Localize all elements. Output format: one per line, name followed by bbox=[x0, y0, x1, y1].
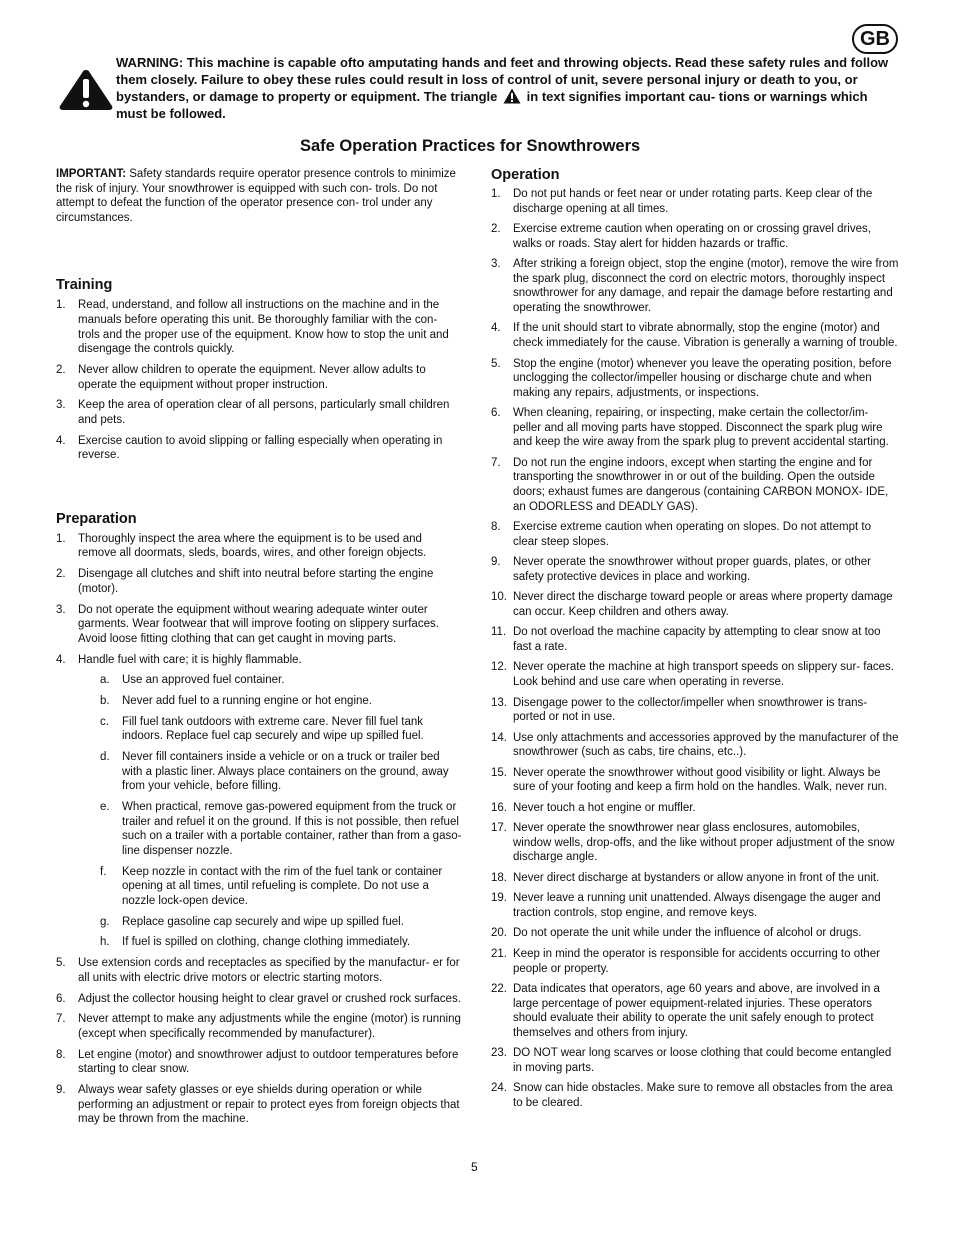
list-item bbox=[491, 625, 899, 654]
item-text: After striking a foreign object, stop the engine (motor), remove the wire from the spark plug, disconnect the cord on electric motors, thoroughly inspect snowthrower for any damage, and repair the damage before restarting and operating the snowthrower. bbox=[513, 258, 899, 314]
item-number: 2. bbox=[56, 363, 66, 376]
item-number: 22. bbox=[491, 983, 507, 996]
item-number: 13. bbox=[491, 696, 507, 709]
item-number: 4. bbox=[56, 434, 66, 447]
item-text: Do not operate the equipment without wearing adequate winter outer garments. Wear footwear that will improve footing on slippery surfaces. Avoid loose fitting clothing that can get caught in moving parts. bbox=[78, 603, 439, 645]
item-text: Never operate the snowthrower near glass enclosures, automobiles, window wells, drop‑offs, and the like without proper adjustment of the snow discharge angle. bbox=[513, 822, 895, 864]
list-item bbox=[491, 926, 899, 941]
item-number: 1. bbox=[56, 532, 66, 545]
sub-item-letter: d. bbox=[100, 751, 110, 764]
item-text: Handle fuel with care; it is highly flammable. bbox=[78, 653, 302, 666]
sub-item-letter: h. bbox=[100, 936, 110, 949]
item-text: DO NOT wear long scarves or loose clothing that could become entangled in moving parts. bbox=[513, 1047, 892, 1074]
list-item bbox=[491, 406, 899, 450]
list-item bbox=[491, 660, 899, 689]
item-number: 10. bbox=[491, 591, 507, 604]
list-item bbox=[491, 801, 899, 816]
item-text: Never direct discharge at bystanders or allow anyone in front of the unit. bbox=[513, 871, 880, 884]
list-item bbox=[491, 357, 899, 401]
item-text: Do not operate the unit while under the influence of alcohol or drugs. bbox=[513, 927, 862, 940]
item-text: Never operate the snowthrower without good visibility or light. Always be sure of your footing and keep a firm hold on the handles. Walk, never run. bbox=[513, 766, 888, 794]
sub-item-letter: c. bbox=[100, 715, 109, 728]
sub-list-item bbox=[78, 865, 462, 909]
item-number: 4. bbox=[491, 322, 501, 335]
item-text: If the unit should start to vibrate abnormally, stop the engine (motor) and check immediately for the cause. Vibration is generally a warning of trouble. bbox=[513, 322, 898, 350]
list-item bbox=[491, 1081, 899, 1110]
page-number: 5 bbox=[471, 1160, 478, 1174]
item-text: Thoroughly inspect the area where the equipment is to be used and remove all doormats, sleds, boards, wires, and other foreign objects. bbox=[78, 532, 427, 560]
item-number: 2. bbox=[491, 223, 501, 236]
warning-triangle-icon bbox=[58, 68, 114, 112]
item-text: Never operate the snowthrower without proper guards, plates, or other safety protective devices in place and working. bbox=[513, 556, 871, 583]
item-text: Use only attachments and accessories approved by the manufacturer of the snowthrower (such as cabs, tire chains, etc..). bbox=[513, 731, 899, 759]
item-text: Use extension cords and receptacles as specified by the manufactur- er for all units with electric drive motors or electric starting motors. bbox=[78, 957, 460, 984]
list-item bbox=[491, 321, 899, 350]
sub-item-text: Replace gasoline cap securely and wipe up spilled fuel. bbox=[122, 915, 404, 928]
item-number: 7. bbox=[491, 456, 501, 469]
training-heading: Training bbox=[56, 277, 113, 294]
sub-list-item bbox=[78, 694, 462, 709]
list-item bbox=[56, 1048, 462, 1077]
list-item bbox=[56, 398, 462, 427]
list-item bbox=[56, 603, 462, 647]
item-number: 5. bbox=[491, 357, 501, 370]
item-text: Never allow children to operate the equipment. Never allow adults to operate the equipment without proper instruction. bbox=[78, 363, 426, 391]
list-item bbox=[491, 590, 899, 619]
item-number: 3. bbox=[56, 603, 66, 616]
item-number: 11. bbox=[491, 626, 507, 639]
list-item bbox=[491, 520, 899, 549]
list-item bbox=[56, 567, 462, 596]
item-number: 8. bbox=[56, 1048, 66, 1061]
item-text: Exercise caution to avoid slipping or falling especially when operating in reverse. bbox=[78, 434, 443, 462]
inline-warning-triangle-icon bbox=[503, 88, 521, 104]
training-list bbox=[56, 298, 462, 463]
item-number: 20. bbox=[491, 927, 507, 940]
item-number: 3. bbox=[56, 399, 66, 412]
item-number: 6. bbox=[491, 407, 501, 420]
sub-list-item bbox=[78, 673, 462, 688]
sub-item-letter: g. bbox=[100, 915, 110, 928]
fuel-sublist bbox=[78, 673, 462, 950]
sub-item-text: Keep nozzle in contact with the rim of the fuel tank or container opening at all times, until refueling is complete. Do not use a nozzle lock‑open device. bbox=[122, 865, 443, 907]
list-item bbox=[56, 992, 462, 1007]
item-text: Always wear safety glasses or eye shields during operation or while performing an adjustment or repair to protect eyes from foreign objects that may be thrown from the machine. bbox=[78, 1084, 460, 1126]
item-text: Never operate the machine at high transport speeds on slippery sur- faces. Look behind and use care when operating in reverse. bbox=[513, 661, 894, 689]
sub-item-text: When practical, remove gas‑powered equipment from the truck or trailer and refuel it on the ground. If this is not possible, then refuel such on a trailer with a portable container, rather than from a gaso- line dispenser nozzle. bbox=[122, 801, 462, 857]
item-text: Snow can hide obstacles. Make sure to remove all obstacles from the area to be cleared. bbox=[513, 1082, 893, 1109]
item-text: Never leave a running unit unattended. Always disengage the auger and traction controls, stop engine, and remove keys. bbox=[513, 892, 881, 919]
item-text: Never attempt to make any adjustments while the engine (motor) is running (except when specifically recommended by manufacturer). bbox=[78, 1013, 461, 1040]
item-number: 23. bbox=[491, 1047, 507, 1060]
item-number: 16. bbox=[491, 801, 507, 814]
list-item bbox=[491, 696, 899, 725]
sub-list-item bbox=[78, 935, 462, 950]
item-text: Data indicates that operators, age 60 years and above, are involved in a large percentage of power equipment‑related injuries. These operators should evaluate their ability to operate the unit safely enough to protect themselves and others from injury. bbox=[513, 983, 880, 1039]
list-item bbox=[56, 434, 462, 463]
sub-list-item bbox=[78, 915, 462, 930]
list-item bbox=[491, 187, 899, 216]
language-badge: GB bbox=[852, 24, 898, 54]
sub-item-letter: f. bbox=[100, 865, 107, 878]
list-item bbox=[491, 891, 899, 920]
item-number: 14. bbox=[491, 731, 507, 744]
list-item bbox=[491, 222, 899, 251]
list-item bbox=[491, 871, 899, 886]
item-number: 15. bbox=[491, 766, 507, 779]
sub-item-letter: a. bbox=[100, 674, 110, 687]
item-text: Keep in mind the operator is responsible for accidents occurring to other people or property. bbox=[513, 947, 880, 975]
item-text: Stop the engine (motor) whenever you leave the operating position, before unclogging the collector/impeller housing or discharge chute and when making any repairs, adjustments, or inspections. bbox=[513, 357, 892, 399]
item-number: 9. bbox=[56, 1084, 66, 1097]
operation-list bbox=[491, 187, 899, 1111]
item-number: 3. bbox=[491, 258, 501, 271]
training-section bbox=[56, 277, 462, 463]
list-item bbox=[491, 456, 899, 514]
list-item bbox=[491, 821, 899, 865]
list-item bbox=[56, 1083, 462, 1127]
sub-list-item bbox=[78, 750, 462, 794]
item-number: 1. bbox=[56, 299, 66, 312]
item-text: Adjust the collector housing height to clear gravel or crushed rock surfaces. bbox=[78, 992, 461, 1005]
sub-item-letter: e. bbox=[100, 801, 110, 814]
list-item bbox=[491, 555, 899, 584]
item-text: Never touch a hot engine or muffler. bbox=[513, 801, 696, 814]
preparation-heading: Preparation bbox=[56, 510, 137, 527]
item-number: 2. bbox=[56, 568, 66, 581]
list-item bbox=[491, 982, 899, 1040]
left-column bbox=[56, 167, 462, 1133]
list-item bbox=[491, 947, 899, 976]
list-item bbox=[56, 532, 462, 561]
item-text: Exercise extreme caution when operating on or crossing gravel drives, walks or roads. Stay alert for hidden hazards or traffic. bbox=[513, 223, 871, 250]
item-number: 19. bbox=[491, 892, 507, 905]
item-text: Do not run the engine indoors, except when starting the engine and for transporting the snowthrower in or out of the building. Open the outside doors; exhaust fumes are dangerous (containing CARBON MONOX- IDE, an ODORLESS and DEADLY GAS). bbox=[513, 456, 889, 513]
operation-heading: Operation bbox=[491, 167, 560, 183]
list-item bbox=[56, 363, 462, 392]
preparation-section bbox=[56, 511, 462, 1127]
item-number: 4. bbox=[56, 653, 66, 666]
list-item bbox=[56, 956, 462, 985]
item-text: Never direct the discharge toward people or areas where property damage can occur. Keep children and others away. bbox=[513, 591, 893, 618]
sub-list-item bbox=[78, 715, 462, 744]
list-item bbox=[491, 731, 899, 760]
list-item bbox=[491, 766, 899, 795]
list-item bbox=[56, 653, 462, 950]
page-title: Safe Operation Practices for Snowthrowers bbox=[300, 137, 641, 155]
sub-item-text: Never add fuel to a running engine or hot engine. bbox=[122, 694, 372, 707]
sub-list-item bbox=[78, 800, 462, 858]
item-text: Disengage all clutches and shift into neutral before starting the engine (motor). bbox=[78, 568, 434, 595]
list-item bbox=[491, 257, 899, 315]
sub-item-text: Fill fuel tank outdoors with extreme care. Never fill fuel tank indoors. Replace fuel cap securely and wipe up spilled fuel. bbox=[122, 715, 424, 743]
warning-text bbox=[116, 54, 896, 122]
item-text: Do not overload the machine capacity by attempting to clear snow at too fast a rate. bbox=[513, 626, 881, 653]
item-text: Read, understand, and follow all instructions on the machine and in the manuals before operating this unit. Be thoroughly familiar with the con- trols and the proper use of the equipment. Know how to stop the unit and disengage the controls quickly. bbox=[78, 299, 449, 356]
item-text: Keep the area of operation clear of all persons, particularly small children and pets. bbox=[78, 399, 450, 426]
sub-item-letter: b. bbox=[100, 694, 110, 707]
item-number: 9. bbox=[491, 556, 501, 569]
item-text: Let engine (motor) and snowthrower adjust to outdoor temperatures before starting to clear snow. bbox=[78, 1048, 459, 1076]
sub-item-text: Use an approved fuel container. bbox=[122, 674, 285, 687]
item-number: 24. bbox=[491, 1082, 507, 1095]
item-number: 12. bbox=[491, 661, 507, 674]
item-text: Disengage power to the collector/impeller when snowthrower is trans- ported or not in use. bbox=[513, 696, 868, 724]
item-text: Exercise extreme caution when operating on slopes. Do not attempt to clear steep slopes. bbox=[513, 521, 871, 548]
right-column bbox=[491, 167, 899, 1116]
important-label: IMPORTANT: bbox=[56, 168, 127, 180]
item-number: 5. bbox=[56, 957, 66, 970]
item-number: 21. bbox=[491, 947, 507, 960]
item-number: 18. bbox=[491, 871, 507, 884]
item-number: 1. bbox=[491, 188, 501, 200]
item-text: Do not put hands or feet near or under rotating parts. Keep clear of the discharge opening at all times. bbox=[513, 188, 873, 215]
item-number: 6. bbox=[56, 992, 66, 1005]
list-item bbox=[56, 298, 462, 356]
item-number: 7. bbox=[56, 1013, 66, 1026]
item-number: 8. bbox=[491, 521, 501, 534]
warning-text-part1: WARNING: This machine is capable ofto amputating hands and feet and throwing objects. Read these safety rules and follow them closely. Failure to obey these rules could result in loss of control of unit, severe personal injury or death to you, or bystanders, or damage to property or equipment. The triangle bbox=[116, 55, 889, 104]
sub-item-text: Never fill containers inside a vehicle or on a truck or trailer bed with a plastic liner. Always place containers on the ground, away from your vehicle, before filling. bbox=[122, 751, 449, 793]
list-item bbox=[56, 1012, 462, 1041]
list-item bbox=[491, 1046, 899, 1075]
item-text: When cleaning, repairing, or inspecting, make certain the collector/im- peller and all moving parts have stopped. Disconnect the spark plug wire and keep the wire away from the spark plug to prevent accidental starting. bbox=[513, 407, 889, 449]
important-text: Safety standards require operator presence controls to minimize the risk of injury. Your snowthrower is equipped with such con- trols. Do not attempt to defeat the function of the operator presence con- trol under any circumstances. bbox=[56, 168, 456, 224]
sub-item-text: If fuel is spilled on clothing, change clothing immediately. bbox=[122, 936, 411, 949]
item-number: 17. bbox=[491, 822, 507, 835]
warning-text-part2: in text signifies important cau- tions or warnings which must be followed. bbox=[116, 89, 868, 121]
important-note bbox=[56, 167, 462, 225]
preparation-list bbox=[56, 532, 462, 1127]
